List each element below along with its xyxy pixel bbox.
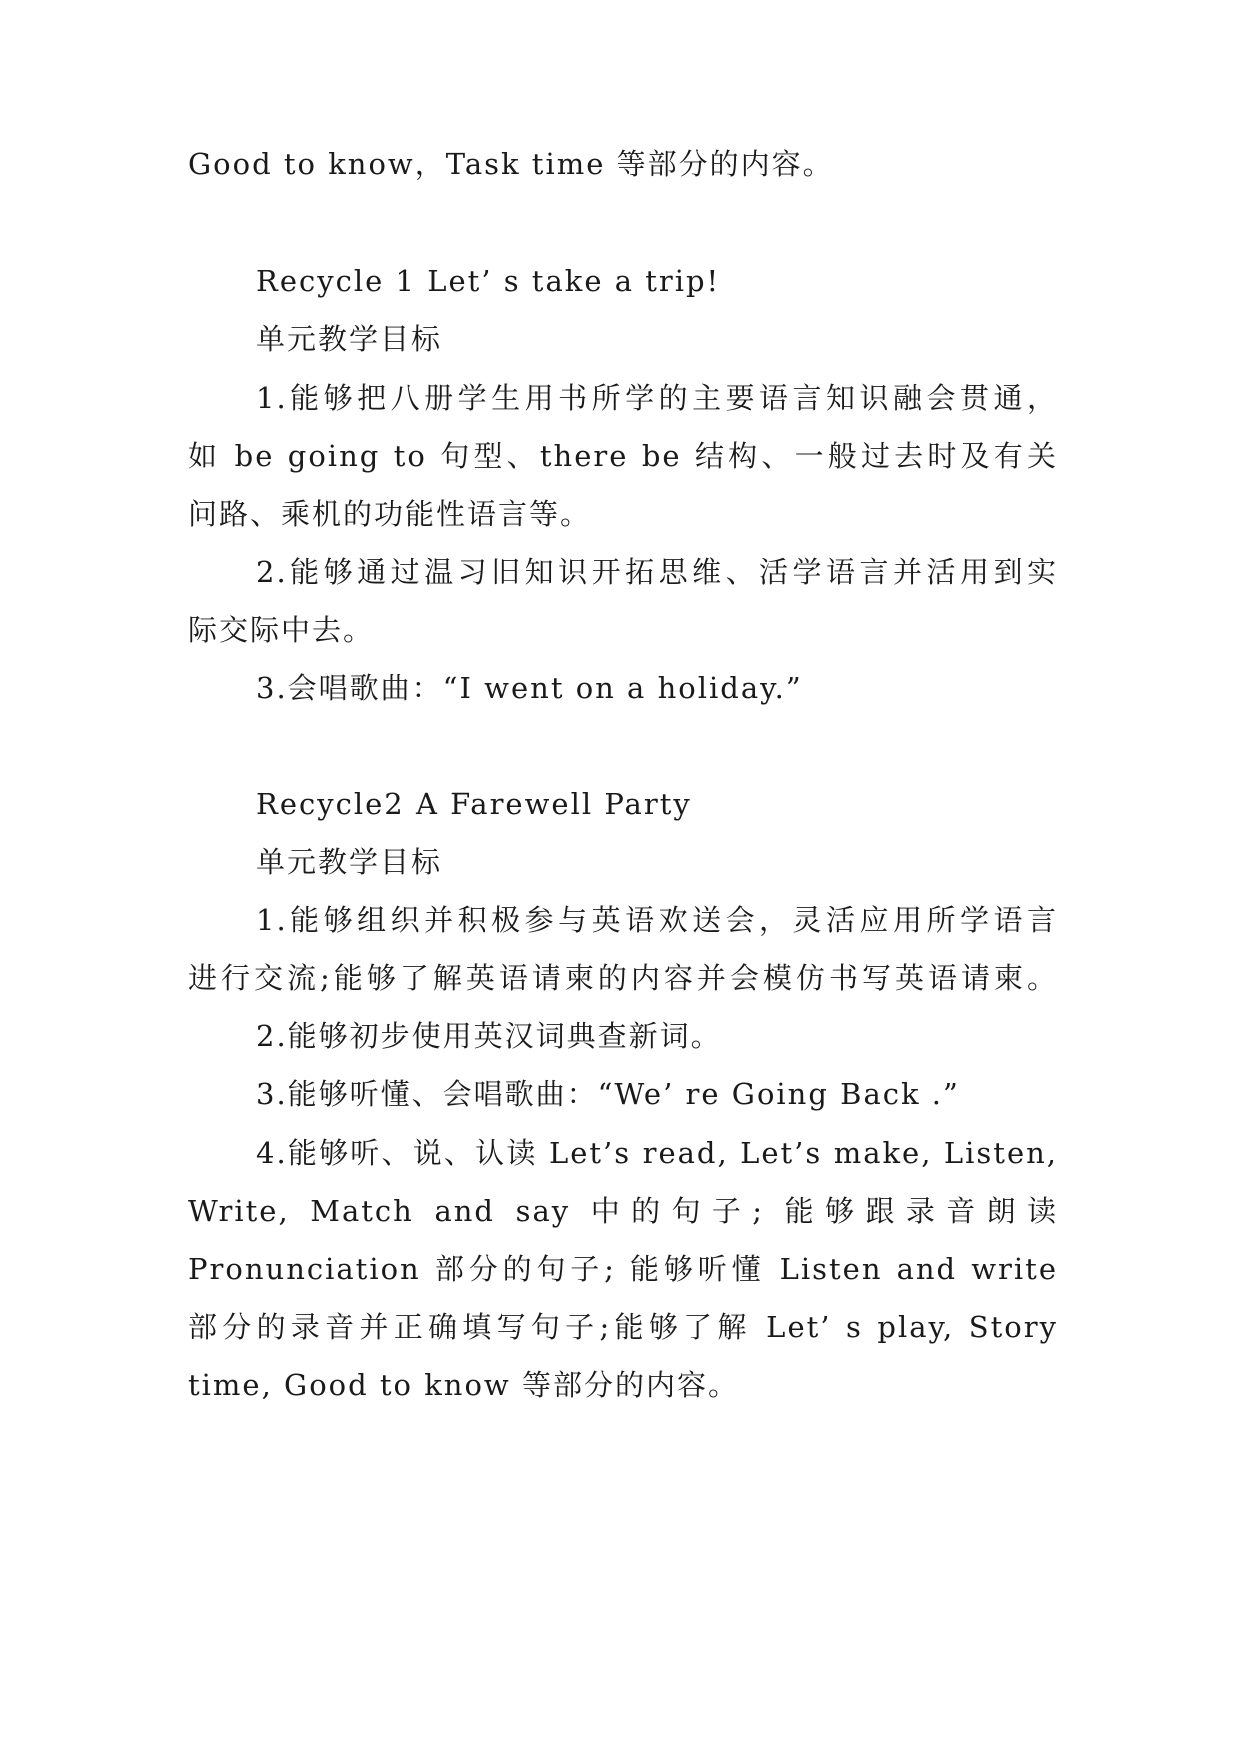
recycle1-item2-line2: 际交际中去。 xyxy=(188,613,375,647)
recycle1-item1-line2: 如 be going to 句型、there be 结构、一般过去时及有关 xyxy=(188,439,1058,473)
recycle1-item1-line3: 问路、乘机的功能性语言等。 xyxy=(188,497,592,531)
intro-continuation-line: Good to know，Task time 等部分的内容。 xyxy=(188,147,834,181)
recycle2-item4-line2: Write, Match and say 中的句子; 能够跟录音朗读 xyxy=(188,1194,1058,1228)
recycle2-item1-line2: 进行交流;能够了解英语请柬的内容并会模仿书写英语请柬。 xyxy=(188,961,1058,995)
recycle2-item4-line5: time, Good to know 等部分的内容。 xyxy=(188,1368,739,1402)
recycle2-objectives-title: 单元教学目标 xyxy=(256,845,443,879)
recycle1-heading: Recycle 1 Let’ s take a trip! xyxy=(256,264,721,298)
recycle2-item2-line1: 2.能够初步使用英汉词典查新词。 xyxy=(256,1019,722,1053)
recycle2-item4-line1: 4.能够听、说、认读 Let’s read, Let’s make, Listen, xyxy=(256,1136,1058,1170)
recycle2-item4-line3: Pronunciation 部分的句子; 能够听懂 Listen and write xyxy=(188,1252,1058,1286)
recycle2-item3-line1: 3.能够听懂、会唱歌曲：“We’ re Going Back .” xyxy=(256,1077,960,1111)
recycle1-objectives-title: 单元教学目标 xyxy=(256,322,443,356)
recycle1-item3-line1: 3.会唱歌曲：“I went on a holiday.” xyxy=(256,671,803,705)
recycle2-item4-line4: 部分的录音并正确填写句子;能够了解 Let’ s play, Story xyxy=(188,1310,1058,1344)
recycle1-item2-line1: 2.能够通过温习旧知识开拓思维、活学语言并活用到实 xyxy=(256,555,1058,589)
recycle2-item1-line1: 1.能够组织并积极参与英语欢送会，灵活应用所学语言 xyxy=(256,903,1058,937)
recycle1-item1-line1: 1.能够把八册学生用书所学的主要语言知识融会贯通， xyxy=(256,381,1058,415)
recycle2-heading: Recycle2 A Farewell Party xyxy=(256,787,692,821)
